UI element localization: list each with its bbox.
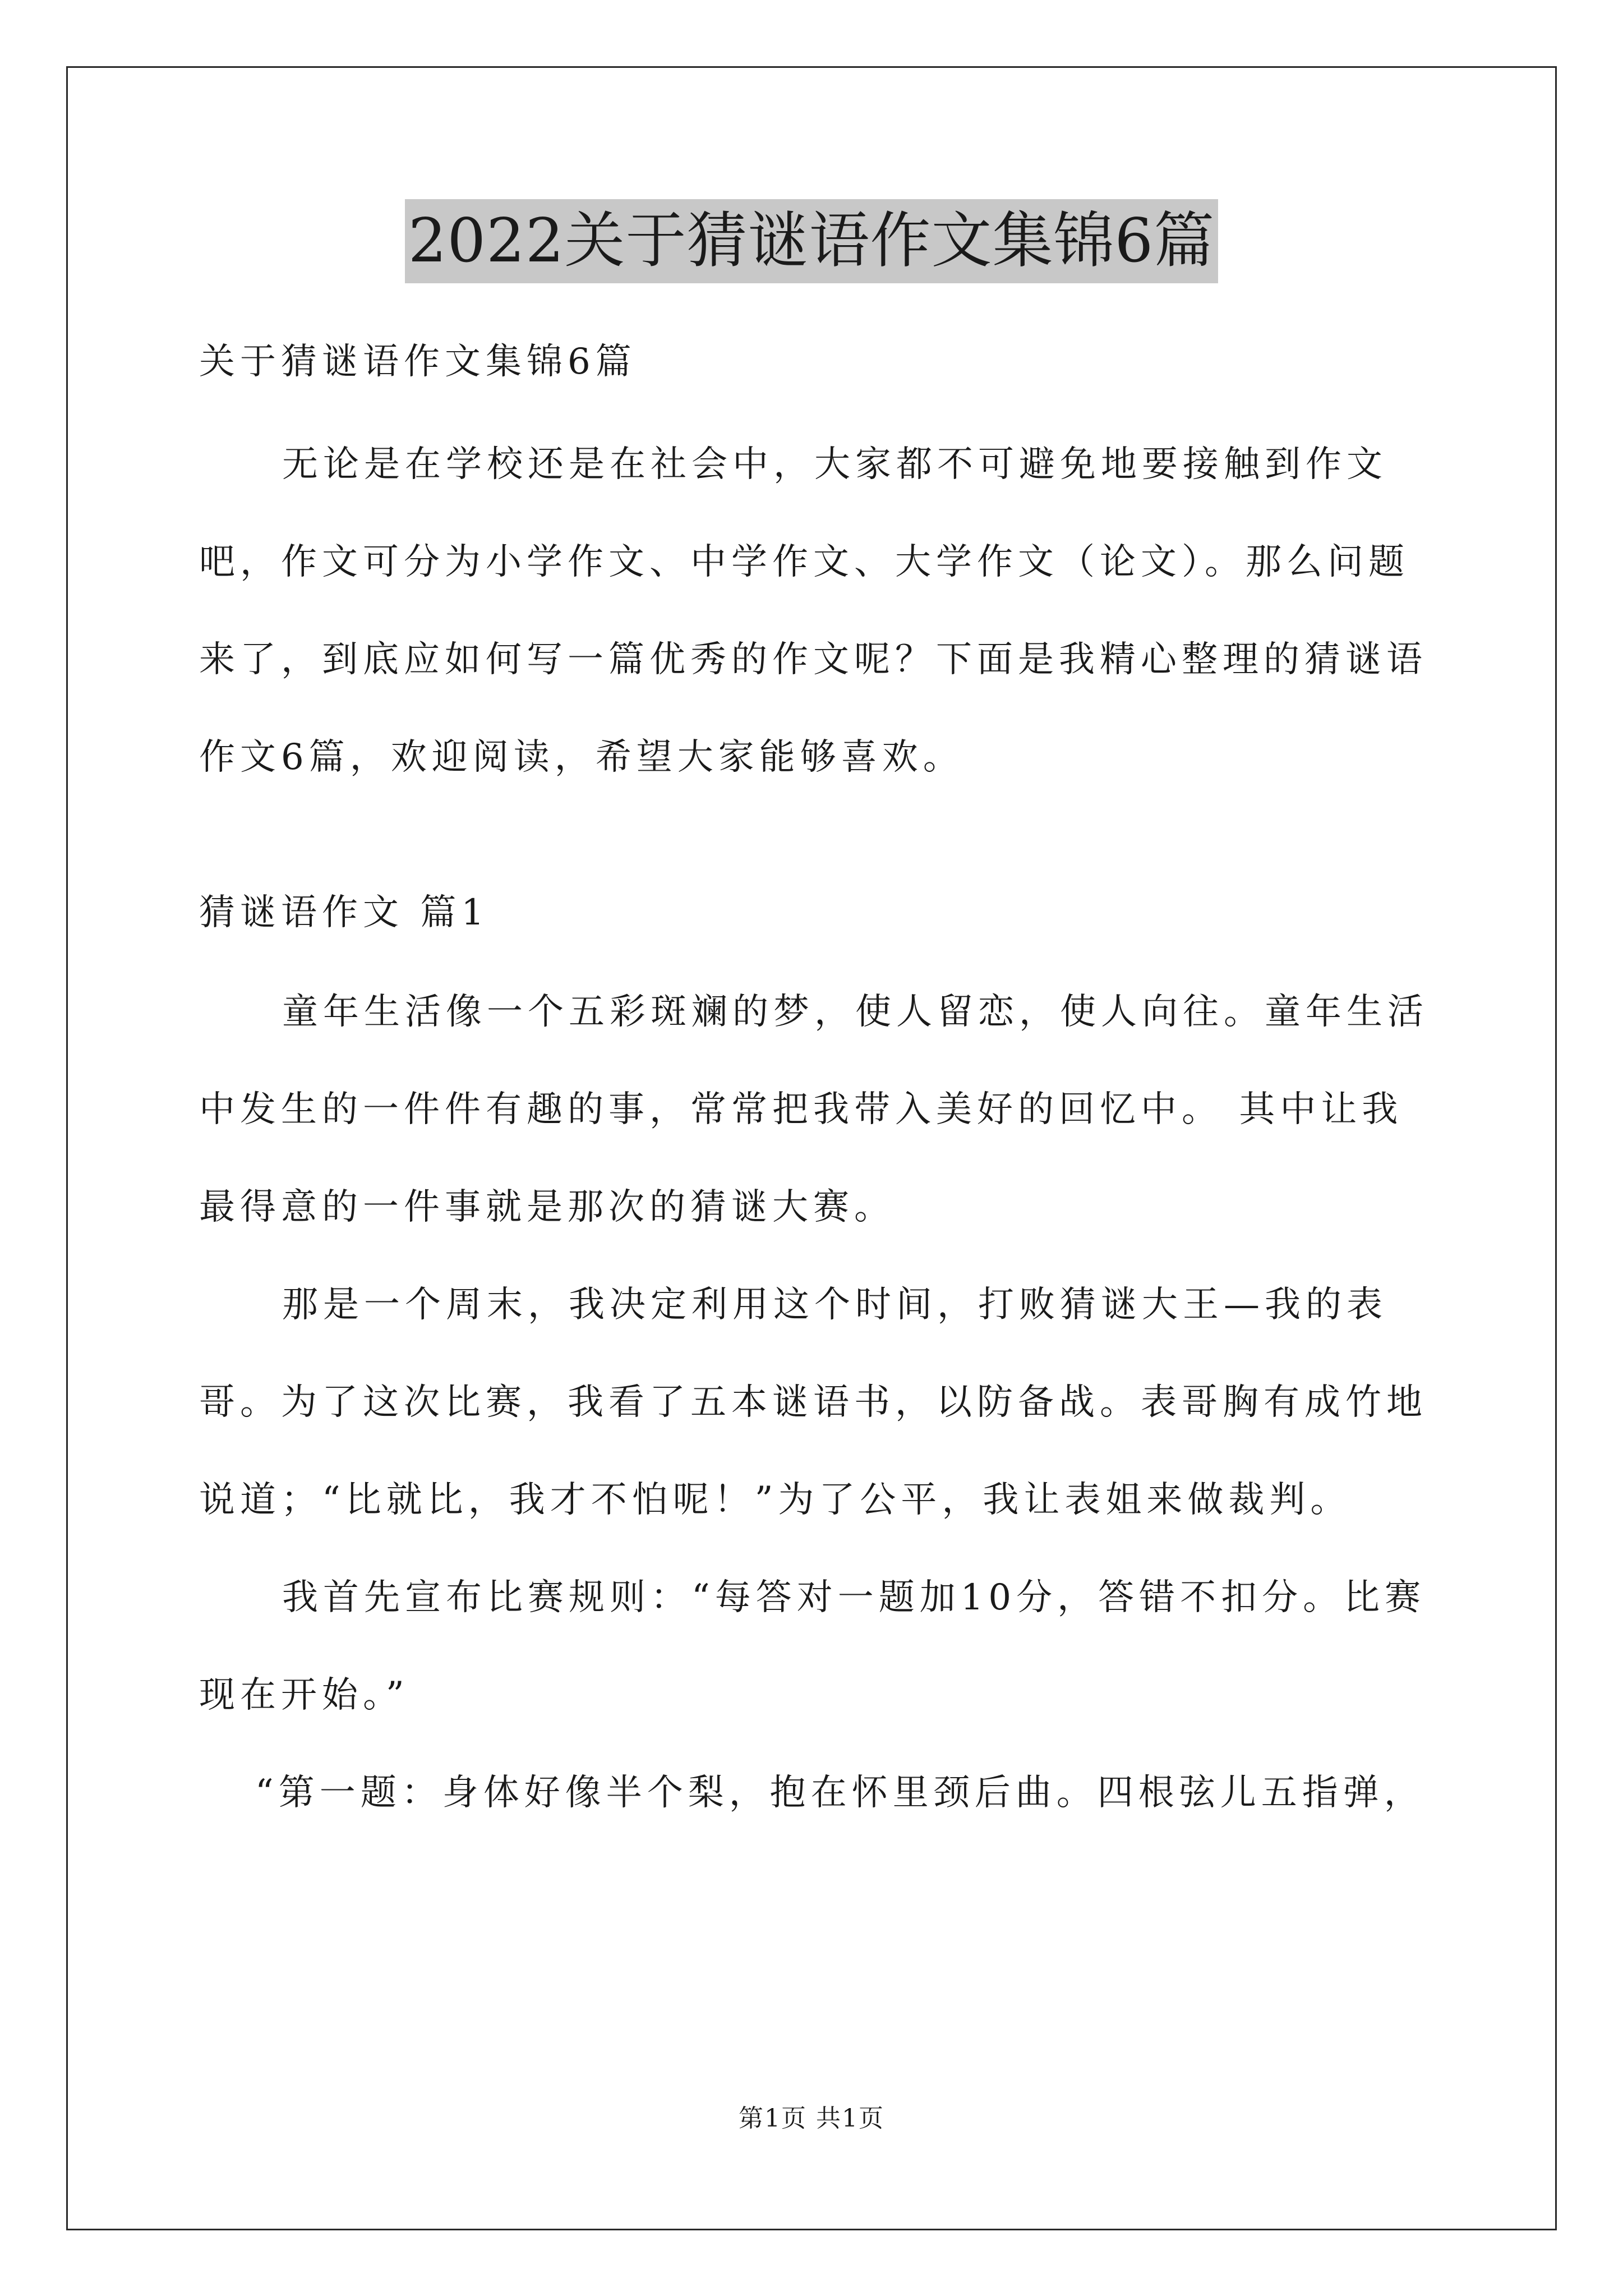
body-paragraph-1: 童年生活像一个五彩斑斓的梦，使人留恋，使人向往。童年生活中发生的一件件有趣的事，常常把我带入美好的回忆中。 其中让我最得意的一件事就是那次的猜谜大赛。 [199, 991, 1428, 1228]
title-container [0, 199, 1623, 283]
body-paragraph-3: 我首先宣布比赛规则：“每答对一题加10分，答错不扣分。比赛现在开始。” [199, 1577, 1426, 1716]
body-paragraph-2: 那是一个周末，我决定利用这个时间，打败猜谜大王—我的表哥。为了这次比赛，我看了五本谜语书，以防备战。表哥胸有成竹地说道；“比就比，我才不怕呢！”为了公平，我让表姐来做裁判。 [199, 1284, 1427, 1521]
document-title: 2022关于猜谜语作文集锦6篇 [405, 199, 1219, 283]
document-body [199, 311, 1433, 1842]
document-subtitle: 关于猜谜语作文集锦6篇 [199, 341, 637, 383]
page-number-footer: 第1页 共1页 [739, 2104, 884, 2133]
body-paragraph-4: “第一题：身体好像半个梨，抱在怀里颈后曲。四根弦儿五指弹， [255, 1772, 1425, 1814]
section-heading: 猜谜语作文 篇1 [199, 892, 490, 933]
intro-paragraph: 无论是在学校还是在社会中，大家都不可避免地要接触到作文吧，作文可分为小学作文、中学作文、大学作文（论文）。那么问题来了，到底应如何写一篇优秀的作文呢？下面是我精心整理的猜谜语作文6篇，欢迎阅读，希望大家能够喜欢。 [199, 444, 1427, 778]
